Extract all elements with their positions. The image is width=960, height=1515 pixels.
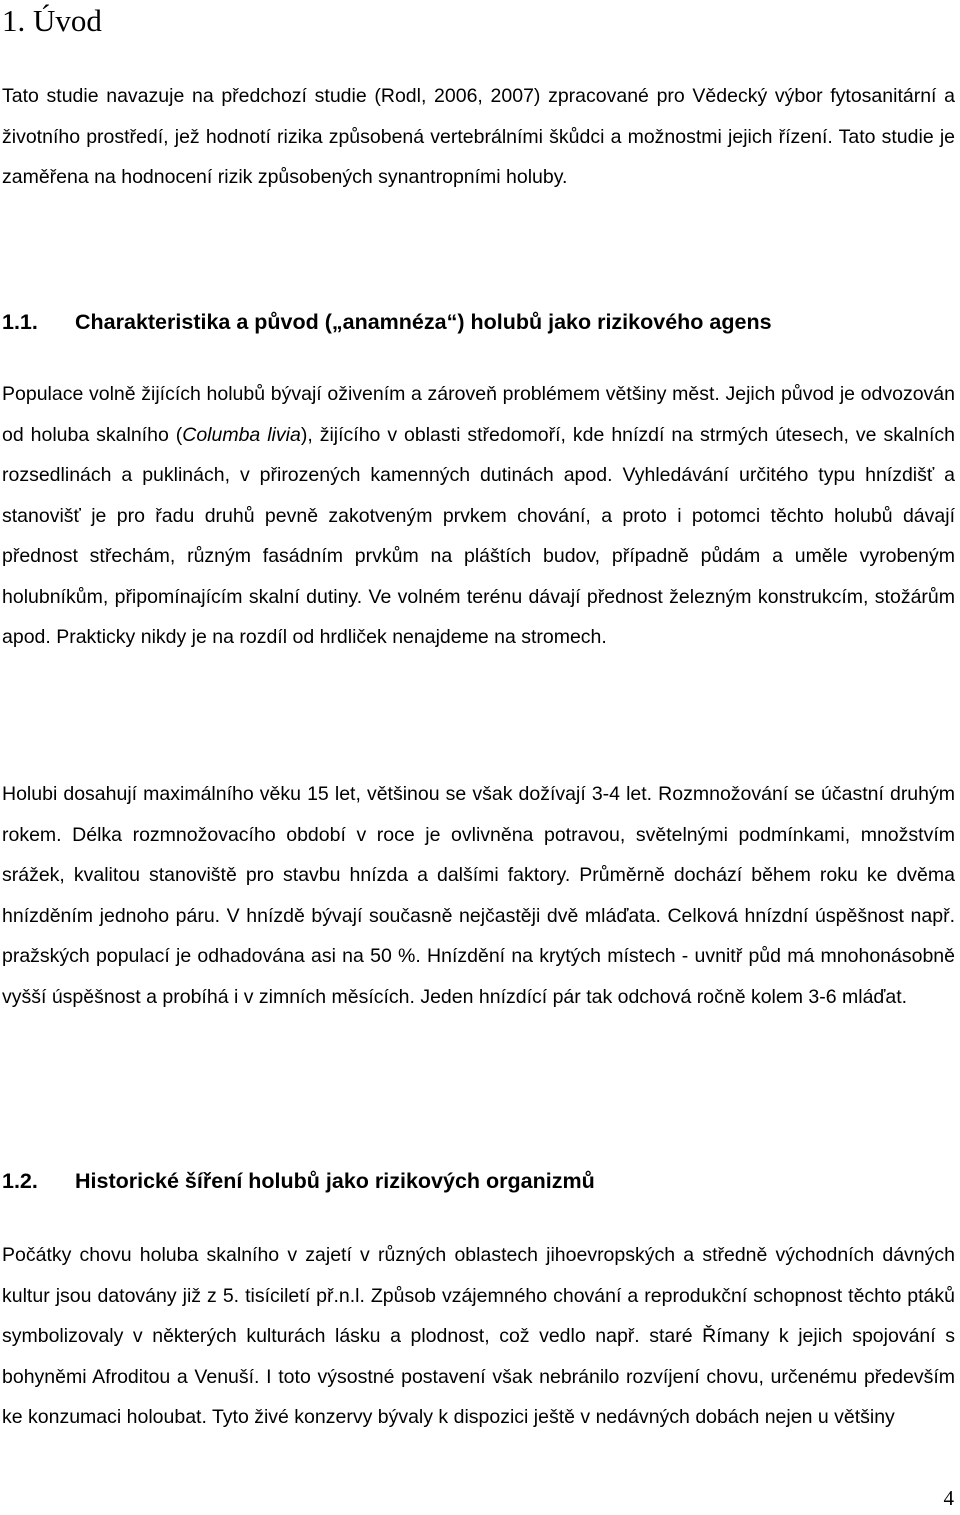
section-heading-1-2 (2, 1166, 595, 1196)
section-title: Charakteristika a původ („anamnéza“) holubů jako rizikového agens (75, 310, 772, 334)
section-number: 1.1. (2, 310, 38, 334)
section1-paragraph-1 (2, 374, 955, 658)
section-heading-1-1 (2, 307, 772, 337)
section-number: 1.2. (2, 1169, 38, 1193)
section1-paragraph-2: Holubi dosahují maximálního věku 15 let, většinou se však dožívají 3-4 let. Rozmnožování se účastní druhým rokem. Délka rozmnožovacího období v roce je ovlivněna potravou, světelnými podmínkami, množstvím srážek, kvalitou stanoviště pro stavbu hnízda a dalšími faktory. Průměrně dochází během roku ke dvěma hnízděním jednoho páru. V hnízdě bývají současně nejčastěji dvě mláďata. Celková hnízdní úspěšnost např. pražských populací je odhadována asi na 50 %. Hnízdění na krytých místech - uvnitř půd má mnohonásobně vyšší úspěšnost a probíhá i v zimních měsících. Jeden hnízdící pár tak odchová ročně kolem 3-6 mláďat. (2, 783, 955, 1008)
intro-paragraph: Tato studie navazuje na předchozí studie (Rodl, 2006, 2007) zpracované pro Vědecký výbor fytosanitární a životního prostředí, jež hodnotí rizika způsobená vertebrálními škůdci a možnostmi jejich řízení. Tato studie je zaměřena na hodnocení rizik způsobených synantropními holuby. (2, 85, 955, 188)
chapter-heading: 1. Úvod (2, 3, 102, 38)
page-number: 4 (943, 1486, 954, 1510)
text-run: Populace volně žijících holubů bývají oživením a zároveň problémem většiny měst. Jejich původ je odvozován od holuba skalního ( (2, 383, 955, 446)
section2-paragraph-1: Počátky chovu holuba skalního v zajetí v různých oblastech jihoevropských a středně východních dávných kultur jsou datovány již z 5. tisíciletí př.n.l. Způsob vzájemného chování a reprodukční schopnost těchto ptáků symbolizovaly v některých kulturách lásku a plodnost, což vedlo např. staré Římany k jejich spojování s bohyněmi Afroditou a Venuší. I toto výsostné postavení však nebránilo rozvíjení chovu, určenému především ke konzumaci holoubat. Tyto živé konzervy bývaly k dispozici ještě v nedávných dobách nejen u většiny (2, 1244, 955, 1428)
text-run: ), žijícího v oblasti středomoří, kde hnízdí na strmých útesech, ve skalních rozsedlinách a puklinách, v přirozených kamenných dutinách apod. Vyhledávání určitého typu hnízdišť a stanovišť je pro řadu druhů pevně zakotveným prvkem chování, a proto i potomci těchto holubů dávají přednost střechám, různým fasádním prvkům na pláštích budov, případně půdám a uměle vyrobeným holubníkům, připomínajícím skalní dutiny. Ve volném terénu dávají přednost železným konstrukcím, stožárům apod. Prakticky nikdy je na rozdíl od hrdliček nenajdeme na stromech. (2, 423, 955, 648)
section-title: Historické šíření holubů jako rizikových organizmů (75, 1169, 595, 1193)
species-name: Columba livia (182, 423, 301, 446)
